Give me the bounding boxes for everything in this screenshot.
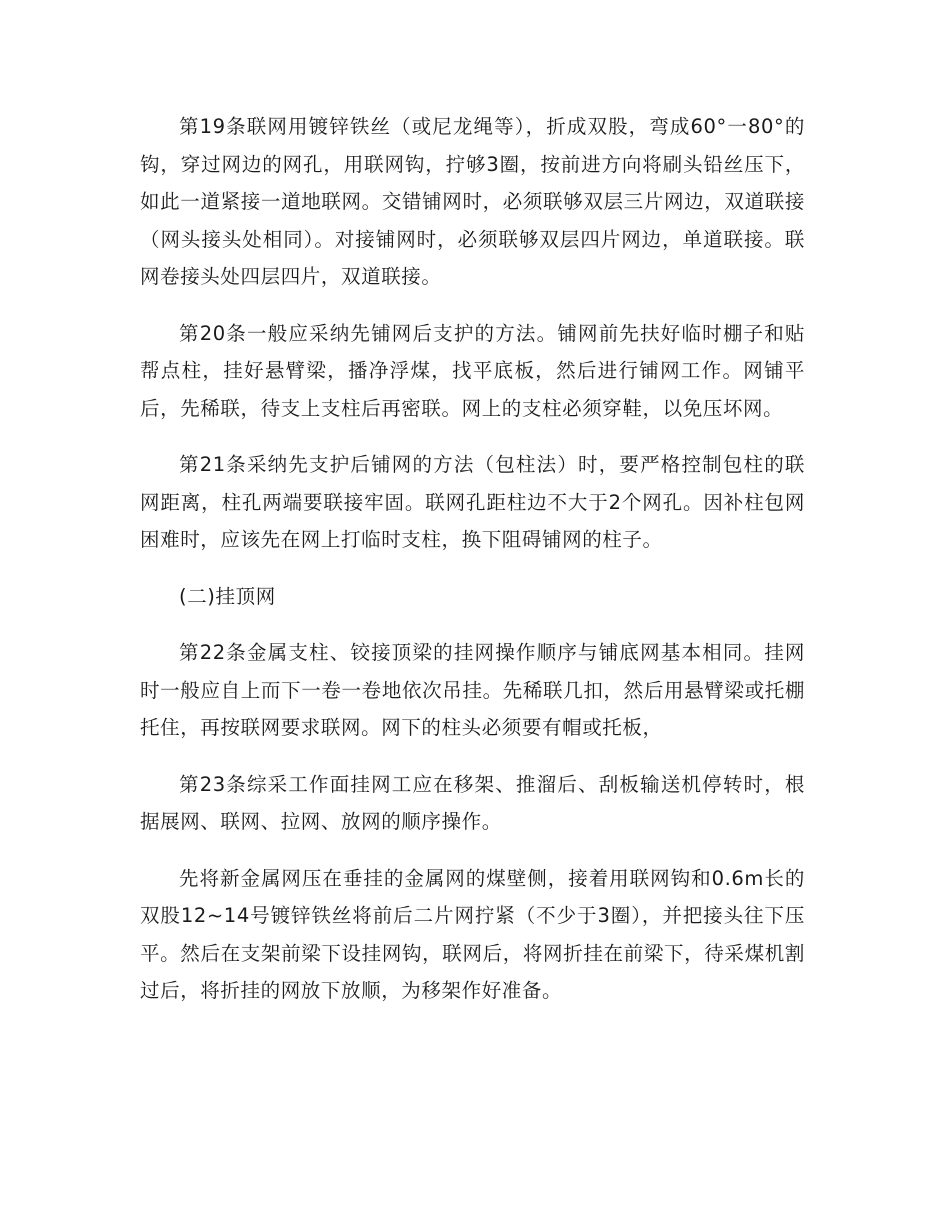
document-body: [140, 108, 805, 1029]
paragraph-article-23: 第23条综采工作面挂网工应在移架、推溜后、刮板输送机停转时，根据展网、联网、拉网、放网的顺序操作。: [140, 772, 805, 833]
paragraph-procedure: 先将新金属网压在垂挂的金属网的煤壁侧，接着用联网钩和0.6m长的双股12~14号镀锌铁丝将前后二片网拧紧（不少于3圈），并把接头往下压平。然后在支架前梁下设挂网钩，联网后，将网折挂在前梁下，待采煤机割过后，将折挂的网放下放顺，为移架作好准备。: [140, 866, 805, 1002]
paragraph-article-19: 第19条联网用镀锌铁丝（或尼龙绳等），折成双股，弯成60°一80°的钩，穿过网边的网孔，用联网钩，拧够3圈，按前进方向将刷头铅丝压下，如此一道紧接一道地联网。交错铺网时，必须联够双层三片网边，双道联接（网头接头处相同）。对接铺网时，必须联够双层四片网边，单道联接。联网卷接头处四层四片，双道联接。: [140, 115, 805, 288]
paragraph-article-22: 第22条金属支柱、铰接顶梁的挂网操作顺序与铺底网基本相同。挂网时一般应自上而下一卷一卷地依次吊挂。先稀联几扣，然后用悬臂梁或托棚托住，再按联网要求联网。网下的柱头必须要有帽或托板，: [140, 641, 805, 739]
paragraph-article-20: 第20条一般应采纳先铺网后支护的方法。铺网前先扶好临时棚子和贴帮点柱，挂好悬臂梁，播净浮煤，找平底板，然后进行铺网工作。网铺平后，先稀联，待支上支柱后再密联。网上的支柱必须穿鞋，以免压坏网。: [140, 321, 805, 420]
section-heading-hang-top-net: (二)挂顶网: [179, 584, 276, 608]
paragraph-article-21: 第21条采纳先支护后铺网的方法（包柱法）时，要严格控制包柱的联网距离，柱孔两端要联接牢固。联网孔距柱边不大于2个网孔。因补柱包网困难时，应该先在网上打临时支柱，换下阻碍铺网的柱子。: [140, 453, 805, 551]
